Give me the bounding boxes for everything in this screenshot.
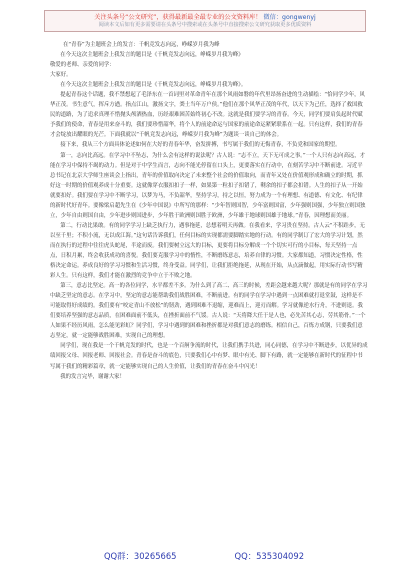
document-title: 在“青春”为主题班会上的发言：千帆竞发志向远，峥嵘岁月我为峰 <box>62 42 220 48</box>
greeting: 大家好。 <box>50 72 72 79</box>
paragraph: 提起青春这个话题，我不禁想起了毛泽东在一首词里对革命青年在那个风雨如磐的年代里昂扬奋进的生动描绘：“恰同学少年，风华正茂。书生意气，挥斥方遒。指点江山，激扬文字，粪土当年万户侯。”他们在那个风华正茂的年代，以天下为己任，选择了救国救民的道路，为了追求真理不惜抛头颅洒热血，历经艰难困苦始终初心不改。这就是我们要学习的青春。今天，同学们要肩负起时代赋予我们的使命，青春是用来奋斗的，我们要珍惜韶华，将个人的前途命运与国家的前途命运紧紧联系在一起。只有这样，我们的青春才会绽放出耀眼的光芒。下面我就以“千帆竞发志向远，峥嵘岁月我为峰”为题谈一谈自己的体会。 <box>50 92 365 139</box>
banner-subline: 阅读本文后如有更多需要请在头条号中搜索或在头条号中直接搜索公文研究获取更多优质资料 <box>98 21 312 28</box>
paragraph: 第一，志向比高远。在学习中不坠志，为什么会有这样的说法呢？古人说：“志不立，天下无可成之事。”一个人只有志向高远，才能在学习中保持不竭的动力。但是对于中学生而言，志向不能光停留在口头上，更要落实在行动中，在刻苦学习中不断前进。习近平总书记在北京大学师生座谈会上指出，青年的价值取向决定了未来整个社会的价值取向，而青年又处在价值观形成和确立的时期，抓好这一时期的价值观养成十分重要。这就像穿衣服扣扣子一样，如果第一粒扣子扣错了，剩余的扣子都会扣错。人生的扣子从一开始就要扣好。我们要在学习中不断学习，以梦为马，不负韶华，坚持学习，持之以恒，努力成为一个有理想、有道德、有文化、有纪律的新时代好青年。要像梁启超先生在《少年中国说》中所写的那样：“少年智则国智，少年富则国富，少年强则国强，少年独立则国独立，少年自由则国自由，少年进步则国进步，少年胜于欧洲则国胜于欧洲，少年雄于地球则国雄于地球。”青春，因理想而美丽。 <box>50 152 366 219</box>
paragraph: 第三，意志比坚定。高一的各位同学，水平都差不多。为什么到了高二、高三的时候，差距会越来越大呢？那就是有的同学在学习中缺乏坚定的意志。在学习中，坚定的意志能帮助我们战胜困难，不断前进。有的同学在学习中遇到一点困难就打退堂鼓，这样是不可能取得好成绩的。我们要有“咬定青山不放松”的韧劲，遇到困难不退缩，迎难而上，迎刃而解。学习就像逆水行舟，不进则退。我们要培养坚强的意志品质，在困难面前不低头，在挫折面前不气馁。古人说：“天将降大任于是人也，必先苦其心志，劳其筋骨。”一个人如果不经历风雨，怎么能见彩虹？同学们，学习中遇到的困难和挫折都是对我们意志的磨练。相信自己，百炼方成钢，只要我们意志坚定，就一定能够战胜困难，实现自己的理想。 <box>50 283 368 340</box>
promo-banner <box>44 10 366 32</box>
document-body <box>50 40 368 382</box>
paragraph: 在今天这次主题班会上我发言的题目是《千帆竞发志向远，峥嵘岁月我为峰》。 <box>60 82 247 89</box>
qq-group: QQ群：30265665 <box>103 551 177 561</box>
banner-wechat-id: 微信：gongwenyj <box>263 13 316 21</box>
greeting: 敬爱的老师、亲爱的同学： <box>50 62 115 69</box>
banner-headline-text: 关注头条号“公文研究”，获得最新最全最专业的公文资料库！ <box>94 13 262 21</box>
qq-number: QQ：535304092 <box>234 551 305 561</box>
banner-headline <box>94 14 316 22</box>
closing-line: 我的发言完毕，谢谢大家！ <box>60 373 125 380</box>
paragraph: 同学们，现在我是一个千帆竞发的时代，也是一个百舸争流的时代，让我们携手共进，同心同德，在学习中不断进步，以优异的成绩回报父母、回报老师、回报社会。青春是奋斗的底色，只要我们心中有梦、眼中有光、脚下有路，就一定能够在新时代的征程中书写属于我们的精彩篇章，就一定能够实现自己的人生价值，让我们的青春在奋斗中闪光！ <box>50 343 368 370</box>
paragraph: 在今天这次主题班会上我发言的题目是《千帆竞发志向远，峥嵘岁月我为峰》 <box>60 52 244 59</box>
contact-footer <box>0 547 408 565</box>
paragraph: 第二，行动比果敢。有的同学学习上缺乏执行力，遇事拖延，总想着明天再做。在我看来，学习贵在坚持。古人云“不积跬步，无以至千里；不积小流，无以成江海。”这句话告诉我们，任何目标的实现都需要脚踏实地的行动。有的同学制订了宏大的学习计划，然而在执行的过程中往往虎头蛇尾，半途而废。我们要树立远大的目标，更要将目标分解成一个个切实可行的小目标，每天坚持一点点，日积月累，终会收获成功的喜悦。我们要克服学习中的惰性，不断磨练意志，培养自律的习惯。大家都知道，习惯决定性格，性格决定命运。养成良好的学习习惯和生活习惯，终身受益。同学们，让我们拒绝拖延，从现在开始，从点滴做起，用实际行动书写精彩人生。只有这样，我们才能在激烈的竞争中立于不败之地。 <box>50 222 365 280</box>
paragraph: 接下来，我从三个方面具体论述如何在大好的青春年华，奋发拼搏，书写属于我们的无悔青春，不负党和国家的期望。 <box>60 142 341 149</box>
